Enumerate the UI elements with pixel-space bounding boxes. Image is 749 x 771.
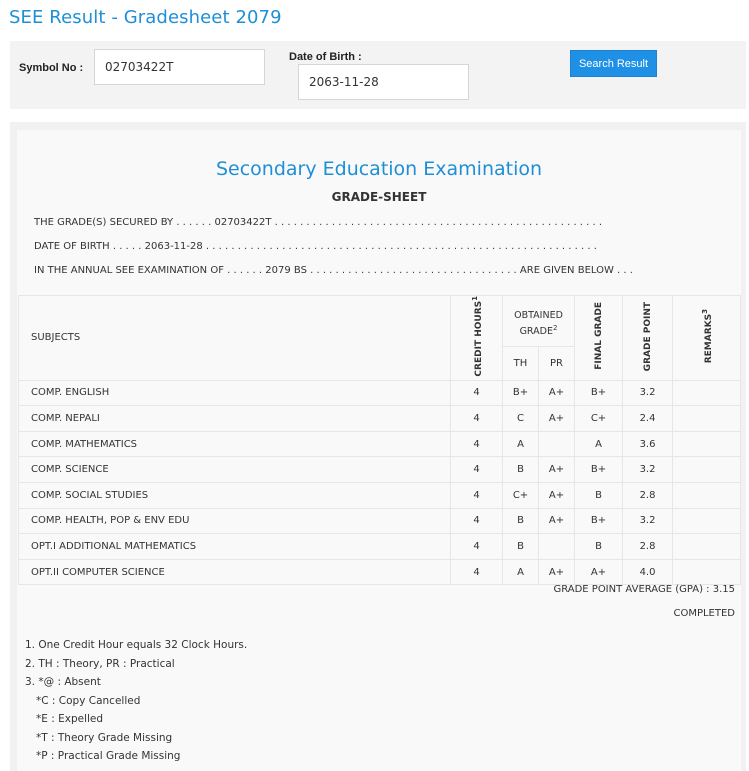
final-grade-cell: B+ [575,508,623,534]
footnote-item: 2. TH : Theory, PR : Practical [25,657,175,670]
credit-cell: 4 [451,482,503,508]
table-row [19,431,741,457]
search-result-button[interactable]: Search Result [570,50,657,77]
footnote-item: 1. One Credit Hour equals 32 Clock Hours. [25,639,248,651]
remarks-cell [673,406,741,432]
footnote-item: *P : Practical Grade Missing [36,750,181,762]
final-grade-cell: B [575,534,623,560]
table-row [19,482,741,508]
grade-point-cell: 2.4 [623,406,673,432]
final-grade-cell: B [575,482,623,508]
pr-grade-cell: A+ [539,380,575,406]
pr-grade-cell: A+ [539,559,575,585]
grade-point-cell: 2.8 [623,482,673,508]
footnote-item: *T : Theory Grade Missing [36,731,173,744]
th-grade-cell: B [503,457,539,483]
remarks-cell [673,431,741,457]
page-title: SEE Result - Gradesheet 2079 [9,7,282,28]
footnotes [25,636,247,766]
pr-header: PR [539,347,575,380]
subject-cell: COMP. SCIENCE [19,457,451,483]
credit-cell: 4 [451,380,503,406]
dob-input[interactable] [298,64,469,100]
remarks-cell [673,380,741,406]
footnote-item: *C : Copy Cancelled [36,694,141,707]
secured-by-line: THE GRADE(S) SECURED BY . . . . . . 02703422T . . . . . . . . . . . . . . . . . . . . . . . . . . . . . . . . . . . . . . . . . . . . . . . . . . . . [34,217,603,228]
credit-cell: 4 [451,508,503,534]
th-grade-cell: C+ [503,482,539,508]
subject-cell: COMP. NEPALI [19,406,451,432]
grade-point-cell: 3.6 [623,431,673,457]
remarks-cell [673,508,741,534]
th-grade-cell: B [503,534,539,560]
grade-point-header: GRADE POINT [623,296,673,381]
credit-cell: 4 [451,457,503,483]
final-grade-header: FINAL GRADE [575,296,623,381]
remarks-cell [673,482,741,508]
subjects-header: SUBJECTS [19,296,451,381]
remarks-header: REMARKS$^3$ [673,296,741,381]
pr-grade-cell: A+ [539,508,575,534]
subject-cell: COMP. SOCIAL STUDIES [19,482,451,508]
th-grade-cell: A [503,559,539,585]
th-grade-cell: C [503,406,539,432]
credit-cell: 4 [451,431,503,457]
symbol-no-input[interactable] [94,49,265,85]
final-grade-cell: A+ [575,559,623,585]
pr-grade-cell: A+ [539,406,575,432]
pr-grade-cell: A+ [539,482,575,508]
grades-table [18,295,741,585]
final-grade-cell: B+ [575,457,623,483]
exam-title: Secondary Education Examination [215,158,543,180]
table-row [19,508,741,534]
remarks-cell [673,559,741,585]
subject-cell: OPT.II COMPUTER SCIENCE [19,559,451,585]
gpa-summary: GRADE POINT AVERAGE (GPA) : 3.15 [553,584,735,595]
dob-line: DATE OF BIRTH . . . . . 2063-11-28 . . . . . . . . . . . . . . . . . . . . . . . . . . . . . . . . . . . . . . . . . . . . . . . . . . . . . . . . . . . . . . [34,241,597,252]
pr-grade-cell: A+ [539,457,575,483]
credit-cell: 4 [451,559,503,585]
pr-grade-cell [539,534,575,560]
subject-cell: COMP. HEALTH, POP & ENV EDU [19,508,451,534]
table-row [19,559,741,585]
table-row [19,380,741,406]
th-header: TH [503,347,539,380]
grade-point-cell: 2.8 [623,534,673,560]
footnote-item: 3. *@ : Absent [25,676,101,688]
subject-cell: OPT.I ADDITIONAL MATHEMATICS [19,534,451,560]
grade-point-cell: 3.2 [623,457,673,483]
result-status: COMPLETED [673,608,735,619]
subject-cell: COMP. MATHEMATICS [19,431,451,457]
th-grade-cell: B [503,508,539,534]
subject-cell: COMP. ENGLISH [19,380,451,406]
remarks-cell [673,534,741,560]
grade-point-cell: 4.0 [623,559,673,585]
credit-cell: 4 [451,406,503,432]
th-grade-cell: A [503,431,539,457]
th-grade-cell: B+ [503,380,539,406]
grade-sheet-heading: GRADE-SHEET [331,190,427,204]
table-row [19,534,741,560]
final-grade-cell: C+ [575,406,623,432]
grade-point-cell: 3.2 [623,380,673,406]
table-row [19,457,741,483]
grade-point-cell: 3.2 [623,508,673,534]
pr-grade-cell [539,431,575,457]
exam-line: IN THE ANNUAL SEE EXAMINATION OF . . . . . . 2079 BS . . . . . . . . . . . . . . . . . . . . . . . . . . . . . . . . . ARE GIVEN BELOW . . . [34,265,633,276]
credit-hours-header: CREDIT HOURS$^1$ [451,296,503,381]
final-grade-cell: B+ [575,380,623,406]
credit-cell: 4 [451,534,503,560]
symbol-no-label: Symbol No : [19,62,84,74]
footnote-item: *E : Expelled [36,713,104,725]
final-grade-cell: A [575,431,623,457]
table-row [19,406,741,432]
obtained-grade-header: OBTAINED GRADE$^2$ [503,296,575,347]
dob-label: Date of Birth : [289,51,362,63]
remarks-cell [673,457,741,483]
